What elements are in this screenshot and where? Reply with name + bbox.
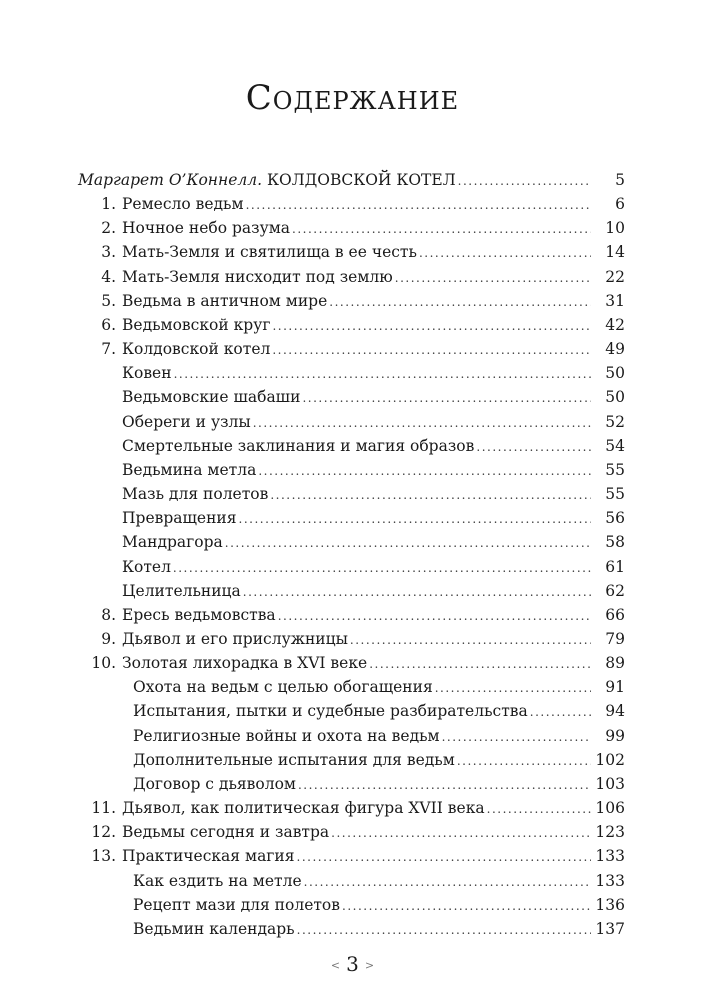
toc-leader-dots bbox=[369, 652, 591, 676]
toc-leader-dots bbox=[297, 845, 591, 869]
toc-entry-title bbox=[133, 917, 297, 941]
toc-entry-title bbox=[122, 651, 369, 675]
toc-entry-title bbox=[122, 820, 331, 844]
toc-leader-dots bbox=[530, 700, 591, 724]
toc-leader-dots bbox=[302, 386, 591, 410]
toc-entry bbox=[0, 506, 705, 530]
toc-entry-title bbox=[122, 530, 225, 554]
toc-entry-number: 11. bbox=[91, 799, 116, 818]
toc-entry bbox=[0, 724, 705, 748]
toc-leader-dots bbox=[476, 435, 591, 459]
toc-entry-title bbox=[122, 506, 239, 530]
toc-entry-number: 10. bbox=[91, 654, 116, 673]
toc-entry-page: 137 bbox=[595, 919, 625, 938]
toc-entry-page: 5 bbox=[615, 171, 625, 189]
toc-entry-label: Целительница bbox=[122, 581, 241, 600]
toc-entry-title bbox=[122, 603, 278, 627]
toc-entry-label: Превращения bbox=[122, 509, 237, 528]
toc-entry bbox=[0, 410, 705, 434]
toc-entry bbox=[0, 265, 705, 289]
toc-leader-dots bbox=[329, 290, 591, 314]
toc-entry bbox=[0, 869, 705, 893]
toc-entry bbox=[0, 651, 705, 675]
right-ornament: > bbox=[364, 959, 375, 972]
toc-entry bbox=[0, 168, 705, 192]
toc-entry-page: 22 bbox=[605, 267, 625, 286]
toc-entry-title bbox=[133, 675, 435, 699]
page-number-footer bbox=[0, 952, 705, 976]
toc-leader-dots bbox=[457, 749, 591, 773]
toc-entry-title bbox=[133, 772, 298, 796]
toc-entry-label: Колдовской котел bbox=[122, 340, 271, 359]
toc-entry-label: Золотая лихорадка в XVI веке bbox=[122, 654, 368, 673]
toc-entry-page: 55 bbox=[605, 460, 625, 479]
toc-entry-page: 79 bbox=[605, 629, 625, 648]
toc-entry-title bbox=[122, 216, 292, 240]
toc-entry bbox=[0, 675, 705, 699]
toc-leader-dots bbox=[442, 725, 591, 749]
toc-leader-dots bbox=[419, 241, 591, 265]
toc-entry-label: Ведьмовской круг bbox=[122, 315, 271, 334]
toc-entry-label: Ремесло ведьм bbox=[122, 195, 244, 214]
toc-entry-number: 3. bbox=[101, 243, 116, 262]
toc-entry bbox=[0, 555, 705, 579]
toc-entry-number: 7. bbox=[101, 340, 116, 359]
toc-entry-label: Религиозные войны и охота на ведьм bbox=[133, 726, 440, 745]
toc-entry-page: 99 bbox=[605, 726, 625, 745]
toc-entry bbox=[0, 917, 705, 941]
toc-entry-title bbox=[122, 844, 297, 868]
toc-leader-dots bbox=[173, 556, 591, 580]
toc-entry-number: 13. bbox=[91, 847, 116, 866]
toc-entry bbox=[0, 579, 705, 603]
toc-entry-number: 2. bbox=[101, 219, 116, 238]
toc-leader-dots bbox=[458, 169, 591, 193]
toc-entry-label: Ведьмы сегодня и завтра bbox=[122, 823, 330, 842]
toc-entry-title bbox=[122, 192, 246, 216]
toc-leader-dots bbox=[278, 604, 591, 628]
toc-entry-label: Практическая магия bbox=[122, 847, 295, 866]
toc-entry bbox=[0, 361, 705, 385]
toc-leader-dots bbox=[243, 580, 591, 604]
toc-entry-page: 133 bbox=[595, 871, 625, 890]
toc-entry-title bbox=[122, 265, 395, 289]
toc-entry-title bbox=[133, 699, 530, 723]
toc-entry-page: 42 bbox=[605, 315, 625, 334]
toc-entry-label: Ведьмин календарь bbox=[133, 919, 295, 938]
toc-entry-title bbox=[133, 724, 442, 748]
toc-leader-dots bbox=[246, 193, 591, 217]
toc-entry-page: 66 bbox=[605, 605, 625, 624]
toc-leader-dots bbox=[487, 797, 591, 821]
toc-entry-page: 133 bbox=[595, 847, 625, 866]
toc-leader-dots bbox=[331, 821, 591, 845]
toc-entry-label: Смертельные заклинания и магия образов bbox=[122, 436, 475, 455]
toc-entry-title bbox=[122, 627, 350, 651]
toc-leader-dots bbox=[304, 870, 591, 894]
toc-leader-dots bbox=[435, 676, 591, 700]
toc-leader-dots bbox=[292, 217, 591, 241]
page-title: Содержание bbox=[245, 78, 460, 118]
toc-entry-label: Дьявол и его прислужницы bbox=[122, 629, 348, 648]
toc-entry-title bbox=[122, 796, 487, 820]
toc-entry bbox=[0, 434, 705, 458]
toc-entry bbox=[0, 192, 705, 216]
toc-entry bbox=[0, 458, 705, 482]
toc-entry-label: КОЛДОВСКОЙ КОТЕЛ bbox=[267, 171, 456, 189]
toc-entry bbox=[0, 893, 705, 917]
toc-entry-label: Ведьма в античном мире bbox=[122, 291, 328, 310]
toc-entry-label: Дополнительные испытания для ведьм bbox=[133, 750, 455, 769]
toc-entry-number: 4. bbox=[101, 267, 116, 286]
toc-entry-label: Ведьмовские шабаши bbox=[122, 388, 301, 407]
toc-entry-label: Дьявол, как политическая фигура XVII века bbox=[122, 799, 485, 818]
toc-entry-page: 52 bbox=[605, 412, 625, 431]
toc-entry-page: 6 bbox=[615, 195, 625, 214]
table-of-contents bbox=[0, 168, 705, 941]
toc-entry-page: 50 bbox=[605, 388, 625, 407]
toc-entry-title bbox=[122, 579, 243, 603]
toc-entry-page: 49 bbox=[605, 340, 625, 359]
toc-entry-title bbox=[122, 385, 302, 409]
toc-leader-dots bbox=[225, 531, 591, 555]
toc-entry bbox=[0, 699, 705, 723]
toc-entry-label: Мазь для полетов bbox=[122, 485, 269, 504]
toc-leader-dots bbox=[297, 918, 591, 942]
toc-entry-page: 58 bbox=[605, 533, 625, 552]
toc-entry bbox=[0, 530, 705, 554]
toc-entry bbox=[0, 482, 705, 506]
toc-entry-number: 6. bbox=[101, 315, 116, 334]
toc-entry-number: 5. bbox=[101, 291, 116, 310]
toc-entry bbox=[0, 240, 705, 264]
toc-entry-title bbox=[122, 555, 173, 579]
toc-leader-dots bbox=[253, 411, 591, 435]
toc-entry-label: Мандрагора bbox=[122, 533, 223, 552]
toc-entry bbox=[0, 289, 705, 313]
toc-entry-title bbox=[122, 240, 419, 264]
left-ornament: < bbox=[330, 959, 341, 972]
toc-entry-label: Ковен bbox=[122, 364, 172, 383]
toc-entry-title bbox=[78, 168, 458, 192]
toc-leader-dots bbox=[395, 266, 591, 290]
toc-entry-label: Договор с дьяволом bbox=[133, 774, 296, 793]
toc-entry-page: 91 bbox=[605, 678, 625, 697]
toc-entry-title bbox=[122, 361, 174, 385]
toc-entry bbox=[0, 603, 705, 627]
toc-entry-page: 62 bbox=[605, 581, 625, 600]
toc-entry bbox=[0, 796, 705, 820]
toc-leader-dots bbox=[342, 894, 591, 918]
toc-leader-dots bbox=[174, 362, 591, 386]
toc-entry-number: 1. bbox=[101, 195, 116, 214]
toc-entry-page: 55 bbox=[605, 485, 625, 504]
toc-entry-title bbox=[133, 893, 342, 917]
toc-entry-page: 94 bbox=[605, 702, 625, 721]
toc-entry-title bbox=[122, 482, 270, 506]
toc-entry bbox=[0, 748, 705, 772]
toc-entry bbox=[0, 627, 705, 651]
toc-entry-label: Ведьмина метла bbox=[122, 460, 257, 479]
toc-leader-dots bbox=[239, 507, 591, 531]
toc-entry-page: 14 bbox=[605, 243, 625, 262]
toc-entry bbox=[0, 385, 705, 409]
toc-entry bbox=[0, 820, 705, 844]
toc-entry-title bbox=[122, 458, 258, 482]
toc-entry-page: 50 bbox=[605, 364, 625, 383]
toc-entry-page: 103 bbox=[595, 774, 625, 793]
toc-entry-label: Мать-Земля нисходит под землю bbox=[122, 267, 393, 286]
toc-entry-title bbox=[122, 337, 272, 361]
toc-entry-title bbox=[133, 869, 304, 893]
toc-entry-page: 10 bbox=[605, 219, 625, 238]
toc-entry-label: Котел bbox=[122, 557, 171, 576]
toc-entry-label: Обереги и узлы bbox=[122, 412, 251, 431]
toc-entry-page: 106 bbox=[595, 799, 625, 818]
page-number: 3 bbox=[346, 952, 359, 976]
toc-entry-page: 31 bbox=[605, 291, 625, 310]
toc-entry bbox=[0, 772, 705, 796]
toc-entry-title bbox=[122, 410, 253, 434]
toc-entry-label: Ночное небо разума bbox=[122, 219, 290, 238]
toc-entry-page: 54 bbox=[605, 436, 625, 455]
toc-entry-number: 9. bbox=[101, 629, 116, 648]
toc-leader-dots bbox=[270, 483, 591, 507]
toc-entry-number: 12. bbox=[91, 823, 116, 842]
toc-entry-title bbox=[133, 748, 457, 772]
toc-entry-title bbox=[122, 434, 476, 458]
toc-entry-label: Как ездить на метле bbox=[133, 871, 302, 890]
toc-entry-label: Охота на ведьм с целью обогащения bbox=[133, 678, 433, 697]
toc-leader-dots bbox=[272, 338, 591, 362]
toc-entry-page: 123 bbox=[595, 823, 625, 842]
toc-leader-dots bbox=[258, 459, 591, 483]
toc-entry-label: Рецепт мази для полетов bbox=[133, 895, 340, 914]
toc-leader-dots bbox=[272, 314, 591, 338]
toc-entry bbox=[0, 844, 705, 868]
toc-entry bbox=[0, 313, 705, 337]
toc-entry bbox=[0, 337, 705, 361]
toc-entry-label: Испытания, пытки и судебные разбирательства bbox=[133, 702, 528, 721]
toc-entry-author: Маргарет О’Коннелл. bbox=[78, 171, 263, 189]
toc-entry bbox=[0, 216, 705, 240]
toc-entry-page: 56 bbox=[605, 509, 625, 528]
toc-entry-page: 61 bbox=[605, 557, 625, 576]
toc-leader-dots bbox=[350, 628, 591, 652]
toc-entry-label: Ересь ведьмовства bbox=[122, 605, 276, 624]
toc-entry-page: 89 bbox=[605, 654, 625, 673]
toc-leader-dots bbox=[298, 773, 591, 797]
toc-entry-page: 102 bbox=[595, 750, 625, 769]
toc-entry-title bbox=[122, 289, 329, 313]
toc-entry-title bbox=[122, 313, 272, 337]
toc-entry-number: 8. bbox=[101, 605, 116, 624]
toc-entry-label: Мать-Земля и святилища в ее честь bbox=[122, 243, 417, 262]
toc-entry-page: 136 bbox=[595, 895, 625, 914]
